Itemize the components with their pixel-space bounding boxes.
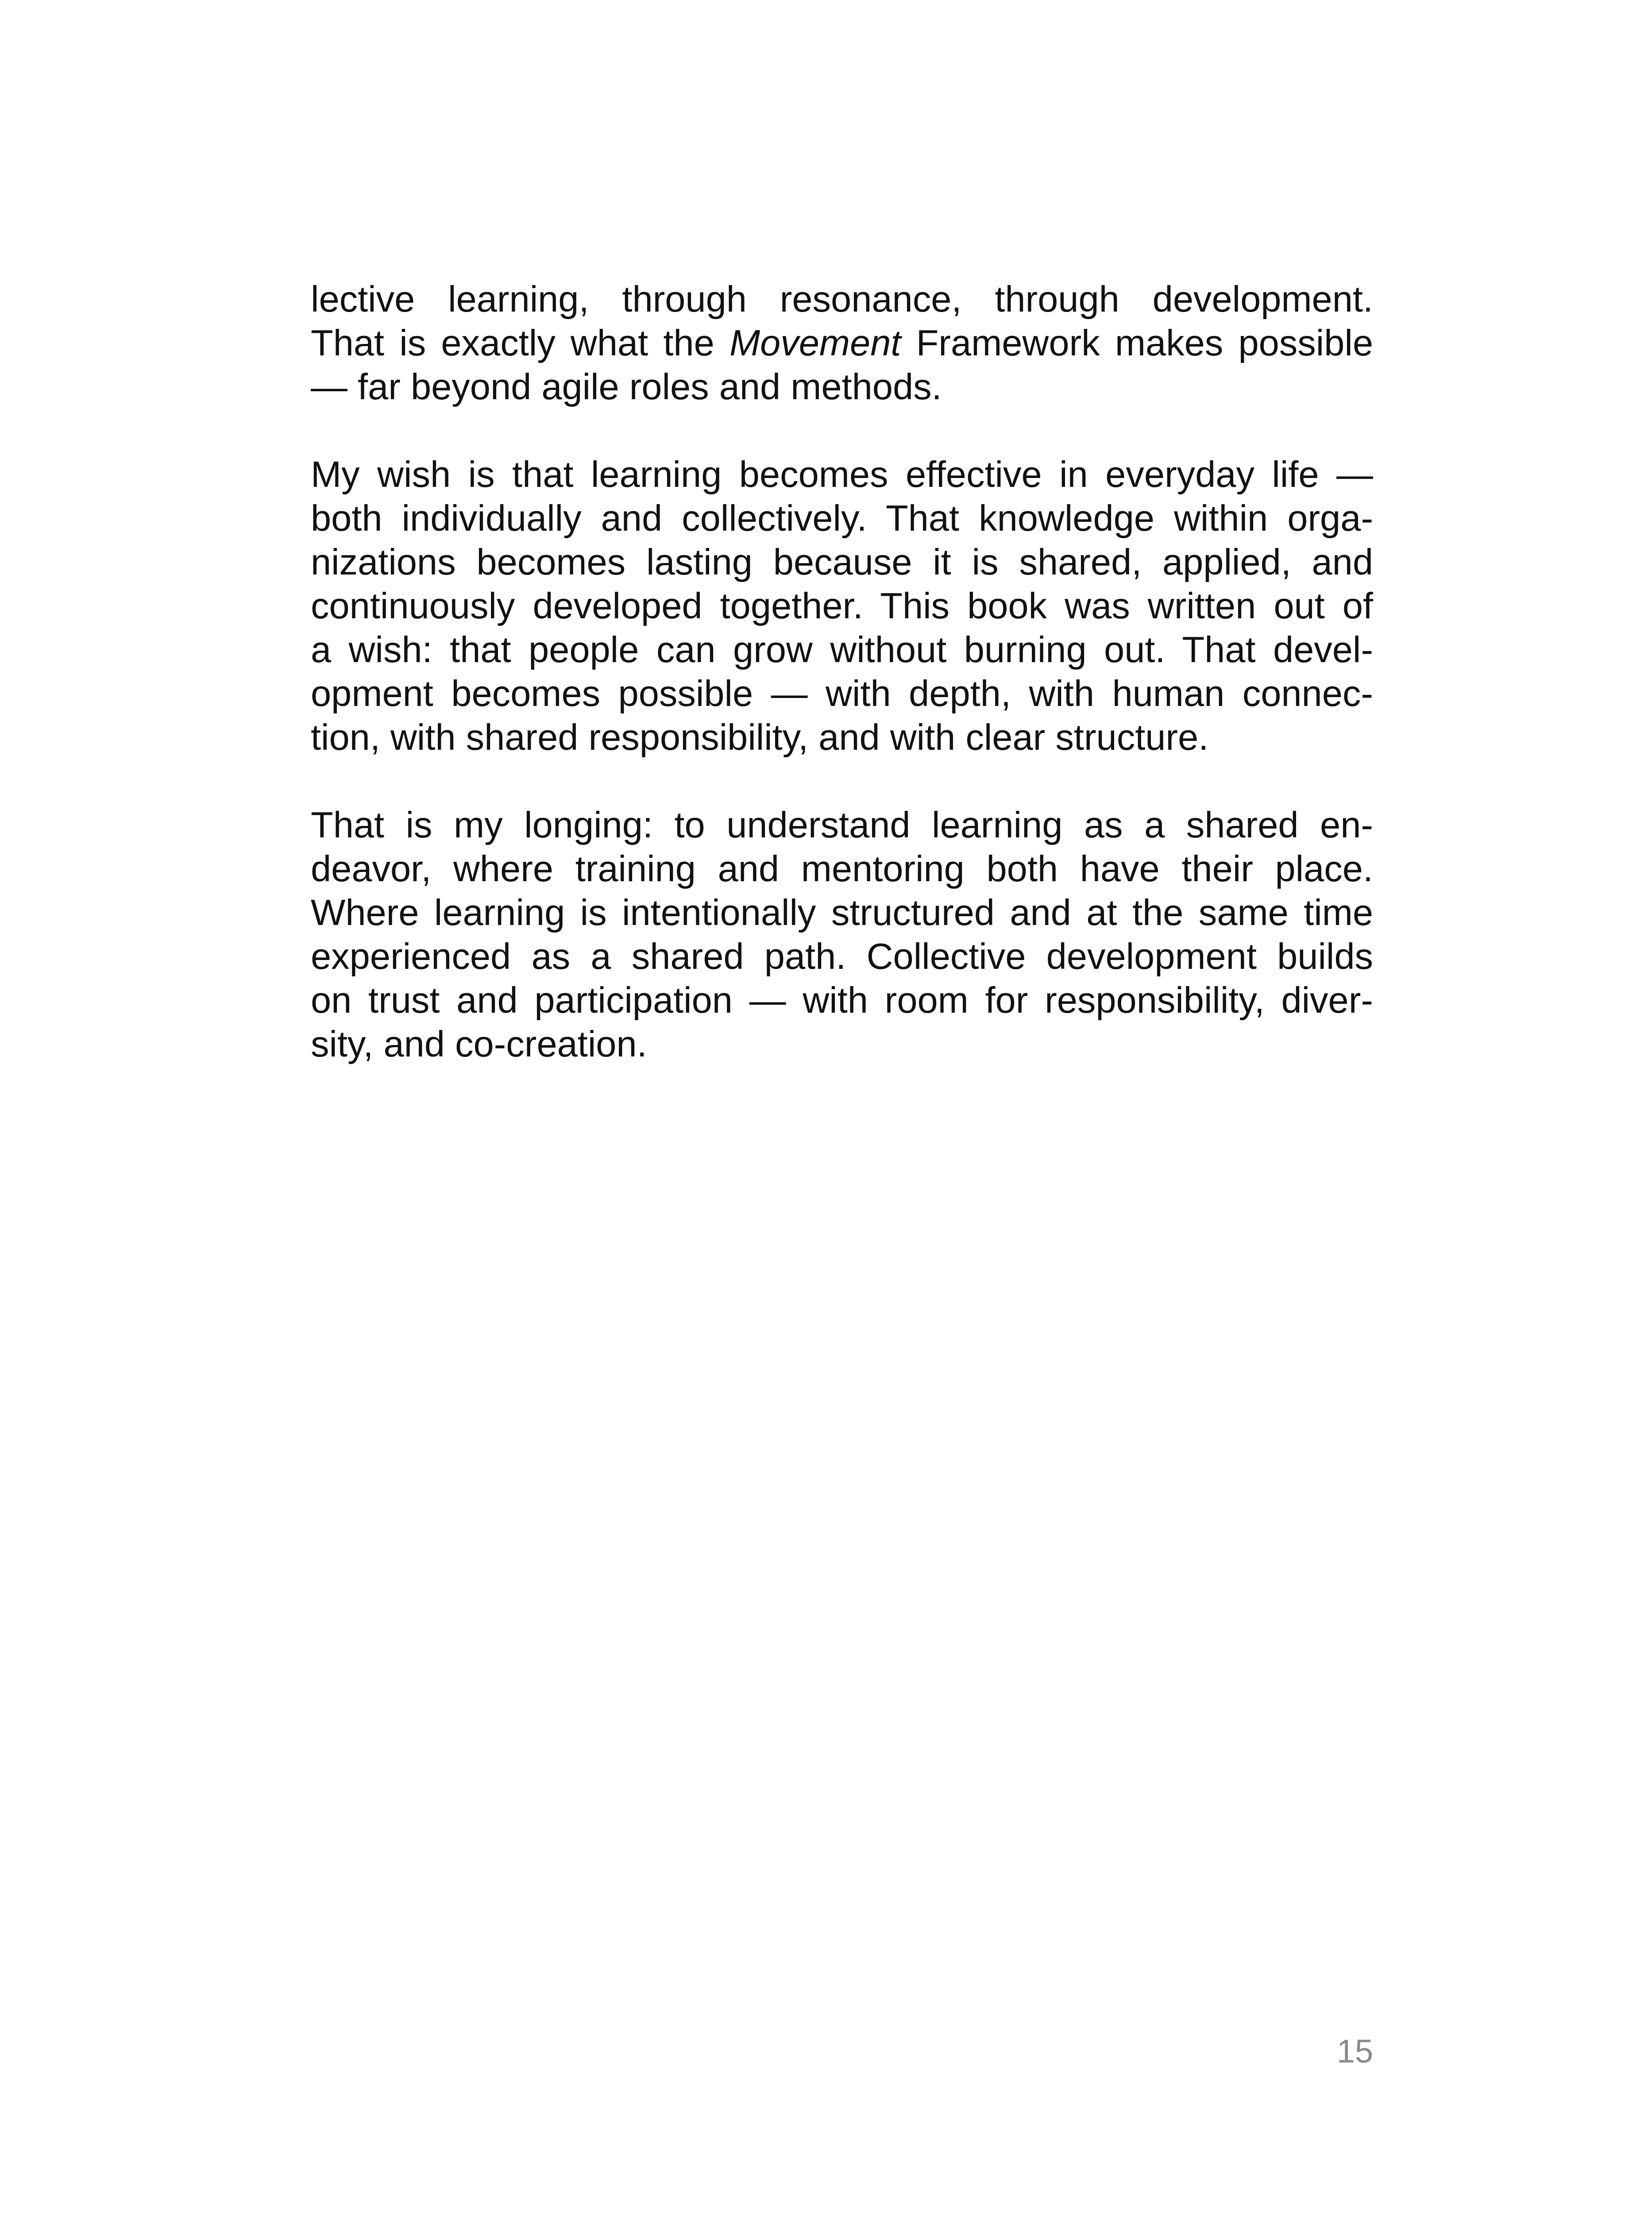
- page-number: 15: [1336, 2033, 1373, 2070]
- paragraph-2-line-5: a wish: that people can grow without burning out. That devel-: [311, 629, 1373, 670]
- paragraph-3-line-4: experienced as a shared path. Collective development builds: [311, 936, 1373, 977]
- paragraph-2-line-6: opment becomes possible — with depth, with human connec-: [311, 673, 1373, 714]
- paragraph-3-line-1: That is my longing: to understand learning as a shared en-: [311, 804, 1373, 845]
- paragraph-1-line-2: [311, 321, 1373, 365]
- line-text-before-italic: That is exactly what the: [311, 322, 730, 363]
- italic-framework-name: Movement: [729, 322, 901, 363]
- paragraph-2-line-7: tion, with shared responsibility, and with clear structure.: [311, 717, 1209, 758]
- paragraph-3-line-6: sity, and co-creation.: [311, 1023, 647, 1064]
- paragraph-spacer: [311, 759, 1373, 803]
- paragraph-1-line-1: lective learning, through resonance, through development.: [311, 278, 1373, 320]
- paragraph-1-line-3: — far beyond agile roles and methods.: [311, 366, 942, 407]
- paragraph-spacer: [311, 409, 1373, 452]
- paragraph-2-line-3: nizations becomes lasting because it is shared, applied, and: [311, 541, 1373, 582]
- paragraph-2-line-1: My wish is that learning becomes effective in everyday life —: [311, 454, 1373, 495]
- paragraph-3-line-3: Where learning is intentionally structured and at the same time: [311, 892, 1373, 933]
- paragraph-2-line-2: both individually and collectively. That knowledge within orga-: [311, 497, 1373, 539]
- body-text: [311, 277, 1373, 1066]
- paragraph-3-line-5: on trust and participation — with room for responsibility, diver-: [311, 979, 1373, 1021]
- paragraph-3-line-2: deavor, where training and mentoring both have their place.: [311, 848, 1373, 889]
- line-text-after-italic: Framework makes possible: [901, 322, 1373, 363]
- paragraph-2-line-4: continuously developed together. This book was written out of: [311, 585, 1373, 626]
